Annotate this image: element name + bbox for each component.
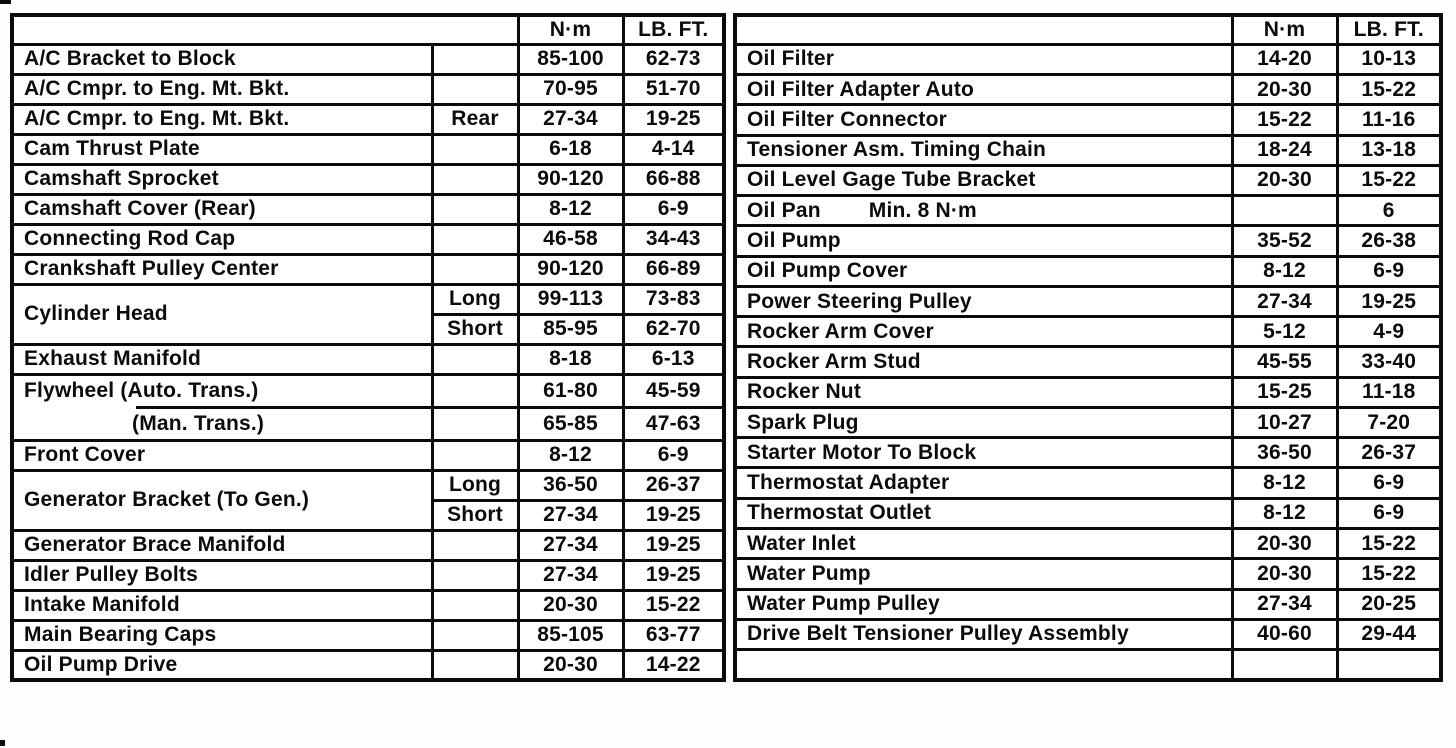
column-header-cell: N·m (1232, 15, 1337, 44)
table-row (735, 165, 1441, 195)
value-cell (1232, 650, 1337, 680)
value-cell: 6-9 (1337, 468, 1441, 498)
value-cell: 26-38 (1337, 226, 1441, 256)
value-cell: 85-95 (518, 314, 623, 344)
qualifier-cell: Rear (432, 104, 518, 134)
table-row (12, 254, 724, 284)
value-cell: 40-60 (1232, 619, 1337, 649)
value-cell: 19-25 (623, 104, 724, 134)
value-cell: 26-37 (1337, 438, 1441, 468)
table-row (12, 104, 724, 134)
spec-name-cell: Cylinder Head (12, 284, 432, 344)
value-cell: 6-9 (1337, 256, 1441, 286)
value-cell: 15-22 (1232, 105, 1337, 135)
table-row (12, 224, 724, 254)
value-cell (1337, 650, 1441, 680)
value-cell: 27-34 (518, 500, 623, 530)
value-cell: 13-18 (1337, 135, 1441, 165)
value-cell: 15-22 (1337, 75, 1441, 105)
table-row (735, 377, 1441, 407)
column-header-cell: LB. FT. (623, 15, 724, 44)
value-cell: 19-25 (1337, 286, 1441, 316)
qualifier-cell (432, 407, 518, 440)
qualifier-cell (432, 224, 518, 254)
spec-name-cell (12, 374, 432, 440)
qualifier-cell (432, 620, 518, 650)
spec-name-cell (735, 650, 1232, 680)
value-cell: 11-18 (1337, 377, 1441, 407)
table-row (735, 135, 1441, 165)
spec-name-cell: Connecting Rod Cap (12, 224, 432, 254)
value-cell: 6 (1337, 196, 1441, 226)
value-cell: 20-30 (518, 590, 623, 620)
value-cell: 20-30 (1232, 75, 1337, 105)
table-row (12, 650, 724, 680)
value-cell: 51-70 (623, 74, 724, 104)
spec-name-cell: Cam Thrust Plate (12, 134, 432, 164)
spec-name-cell (735, 15, 1232, 44)
value-cell: 62-73 (623, 44, 724, 74)
table-row (735, 347, 1441, 377)
spec-name-cell (12, 15, 518, 44)
value-cell: 70-95 (518, 74, 623, 104)
column-header-cell: N·m (518, 15, 623, 44)
table-row (735, 650, 1441, 680)
value-cell: 27-34 (1232, 286, 1337, 316)
torque-spec-table-right (733, 13, 1443, 682)
value-cell: 47-63 (623, 407, 724, 440)
value-cell: 19-25 (623, 530, 724, 560)
value-cell: 27-34 (518, 104, 623, 134)
table-row (735, 226, 1441, 256)
spec-name-cell: Thermostat Outlet (735, 498, 1232, 528)
spec-name-cell: Exhaust Manifold (12, 344, 432, 374)
value-cell: 46-58 (518, 224, 623, 254)
value-cell (1232, 196, 1337, 226)
qualifier-cell (432, 44, 518, 74)
spec-name-cell: Oil Level Gage Tube Bracket (735, 165, 1232, 195)
spec-name-cell: Front Cover (12, 440, 432, 470)
table-row (12, 590, 724, 620)
value-cell: 85-105 (518, 620, 623, 650)
spec-name-cell: A/C Bracket to Block (12, 44, 432, 74)
value-cell: 4-14 (623, 134, 724, 164)
value-cell: 15-22 (1337, 165, 1441, 195)
value-cell: 6-9 (623, 440, 724, 470)
value-cell: 10-13 (1337, 44, 1441, 74)
spec-name-cell (735, 196, 1232, 226)
qualifier-cell (432, 560, 518, 590)
header-row (735, 15, 1441, 44)
table-row (735, 438, 1441, 468)
table-row (735, 317, 1441, 347)
value-cell: 85-100 (518, 44, 623, 74)
spec-name-cell: Tensioner Asm. Timing Chain (735, 135, 1232, 165)
spec-name-cell: Rocker Arm Cover (735, 317, 1232, 347)
value-cell: 36-50 (518, 470, 623, 500)
spec-name-line: Flywheel (Auto. Trans.) (24, 378, 259, 402)
value-cell: 62-70 (623, 314, 724, 344)
spec-name-cell: Oil Pump (735, 226, 1232, 256)
qualifier-cell: Long (432, 284, 518, 314)
value-cell: 18-24 (1232, 135, 1337, 165)
value-cell: 66-89 (623, 254, 724, 284)
value-cell: 15-22 (623, 590, 724, 620)
value-cell: 61-80 (518, 374, 623, 407)
table-row (735, 529, 1441, 559)
value-cell: 8-12 (518, 194, 623, 224)
value-cell: 90-120 (518, 164, 623, 194)
table-row (735, 589, 1441, 619)
table-row (12, 530, 724, 560)
spec-name-cell: A/C Cmpr. to Eng. Mt. Bkt. (12, 74, 432, 104)
value-cell: 19-25 (623, 560, 724, 590)
spec-name-cell: A/C Cmpr. to Eng. Mt. Bkt. (12, 104, 432, 134)
spec-name-cell: Main Bearing Caps (12, 620, 432, 650)
table-row (735, 498, 1441, 528)
table-row (735, 619, 1441, 649)
column-header-cell: LB. FT. (1337, 15, 1441, 44)
value-cell: 11-16 (1337, 105, 1441, 135)
value-cell: 8-12 (1232, 256, 1337, 286)
spec-name-cell: Oil Filter Adapter Auto (735, 75, 1232, 105)
qualifier-cell: Short (432, 314, 518, 344)
value-cell: 90-120 (518, 254, 623, 284)
value-cell: 27-34 (518, 560, 623, 590)
value-cell: 26-37 (623, 470, 724, 500)
spec-name-cell: Starter Motor To Block (735, 438, 1232, 468)
value-cell: 15-25 (1232, 377, 1337, 407)
qualifier-cell (432, 590, 518, 620)
spec-name-cell: Thermostat Adapter (735, 468, 1232, 498)
value-cell: 8-12 (1232, 468, 1337, 498)
value-cell: 65-85 (518, 407, 623, 440)
spec-name-cell: Spark Plug (735, 407, 1232, 437)
table-row (12, 470, 724, 500)
spec-name-line: (Man. Trans.) (132, 411, 265, 435)
table-row (12, 344, 724, 374)
value-cell: 15-22 (1337, 559, 1441, 589)
spec-name-cell: Drive Belt Tensioner Pulley Assembly (735, 619, 1232, 649)
value-cell: 20-30 (1232, 165, 1337, 195)
table-row (12, 440, 724, 470)
value-cell: 20-30 (518, 650, 623, 680)
value-cell: 36-50 (1232, 438, 1337, 468)
spec-name-cell: Camshaft Sprocket (12, 164, 432, 194)
value-cell: 45-59 (623, 374, 724, 407)
value-cell: 14-20 (1232, 44, 1337, 74)
table-row (735, 559, 1441, 589)
table-row (12, 374, 724, 407)
value-cell: 8-18 (518, 344, 623, 374)
table-row (12, 284, 724, 314)
table-row (12, 44, 724, 74)
spec-name-cell: Oil Pump Cover (735, 256, 1232, 286)
value-cell: 6-9 (1337, 498, 1441, 528)
spec-name-cell: Oil Pump Drive (12, 650, 432, 680)
spec-name-cell: Crankshaft Pulley Center (12, 254, 432, 284)
value-cell: 5-12 (1232, 317, 1337, 347)
table-row (735, 105, 1441, 135)
table-row (735, 44, 1441, 74)
value-cell: 34-43 (623, 224, 724, 254)
table-row (12, 74, 724, 104)
qualifier-cell (432, 440, 518, 470)
value-cell: 99-113 (518, 284, 623, 314)
value-cell: 35-52 (1232, 226, 1337, 256)
qualifier-cell (432, 530, 518, 560)
value-cell: 14-22 (623, 650, 724, 680)
value-cell: 4-9 (1337, 317, 1441, 347)
qualifier-cell (432, 344, 518, 374)
qualifier-cell (432, 74, 518, 104)
qualifier-cell: Short (432, 500, 518, 530)
table-row (735, 75, 1441, 105)
spec-name-text: Oil Pan (747, 198, 821, 222)
value-cell: 19-25 (623, 500, 724, 530)
value-cell: 20-25 (1337, 589, 1441, 619)
spec-name-cell: Generator Bracket (To Gen.) (12, 470, 432, 530)
table-row (12, 194, 724, 224)
value-cell: 73-83 (623, 284, 724, 314)
value-cell: 8-12 (518, 440, 623, 470)
value-cell: 27-34 (1232, 589, 1337, 619)
qualifier-cell (432, 134, 518, 164)
value-cell: 8-12 (1232, 498, 1337, 528)
table-row (12, 134, 724, 164)
qualifier-cell (432, 164, 518, 194)
spec-name-cell: Water Pump Pulley (735, 589, 1232, 619)
table-row (12, 560, 724, 590)
table-row (735, 256, 1441, 286)
spec-name-cell: Generator Brace Manifold (12, 530, 432, 560)
spec-name-cell: Water Pump (735, 559, 1232, 589)
table-row (735, 196, 1441, 226)
value-cell: 10-27 (1232, 407, 1337, 437)
spec-name-cell: Oil Filter Connector (735, 105, 1232, 135)
qualifier-cell (432, 254, 518, 284)
value-cell: 29-44 (1337, 619, 1441, 649)
table-row (735, 468, 1441, 498)
value-cell: 27-34 (518, 530, 623, 560)
spec-name-cell: Water Inlet (735, 529, 1232, 559)
torque-spec-tables (10, 13, 1443, 682)
value-cell: 6-9 (623, 194, 724, 224)
spec-name-cell: Intake Manifold (12, 590, 432, 620)
value-cell: 20-30 (1232, 529, 1337, 559)
value-cell: 45-55 (1232, 347, 1337, 377)
spec-name-cell: Idler Pulley Bolts (12, 560, 432, 590)
value-cell: 66-88 (623, 164, 724, 194)
scan-artifact (0, 0, 11, 4)
table-row (12, 620, 724, 650)
spec-name-cell: Rocker Arm Stud (735, 347, 1232, 377)
spec-name-cell: Camshaft Cover (Rear) (12, 194, 432, 224)
torque-spec-table-left (10, 13, 726, 682)
qualifier-cell (432, 194, 518, 224)
table-row (735, 286, 1441, 316)
value-cell: 33-40 (1337, 347, 1441, 377)
value-cell: 20-30 (1232, 559, 1337, 589)
qualifier-cell (432, 650, 518, 680)
value-cell: 6-13 (623, 344, 724, 374)
header-row (12, 15, 724, 44)
spec-name-cell: Rocker Nut (735, 377, 1232, 407)
table-row (735, 407, 1441, 437)
spec-name-cell: Power Steering Pulley (735, 286, 1232, 316)
qualifier-cell: Long (432, 470, 518, 500)
table-row (12, 164, 724, 194)
value-cell: 6-18 (518, 134, 623, 164)
scan-artifact (0, 740, 5, 746)
value-cell: 15-22 (1337, 529, 1441, 559)
qualifier-cell (432, 374, 518, 407)
value-cell: 7-20 (1337, 407, 1441, 437)
spec-name-cell: Oil Filter (735, 44, 1232, 74)
value-cell: 63-77 (623, 620, 724, 650)
spec-note-text: Min. 8 N·m (868, 198, 977, 222)
